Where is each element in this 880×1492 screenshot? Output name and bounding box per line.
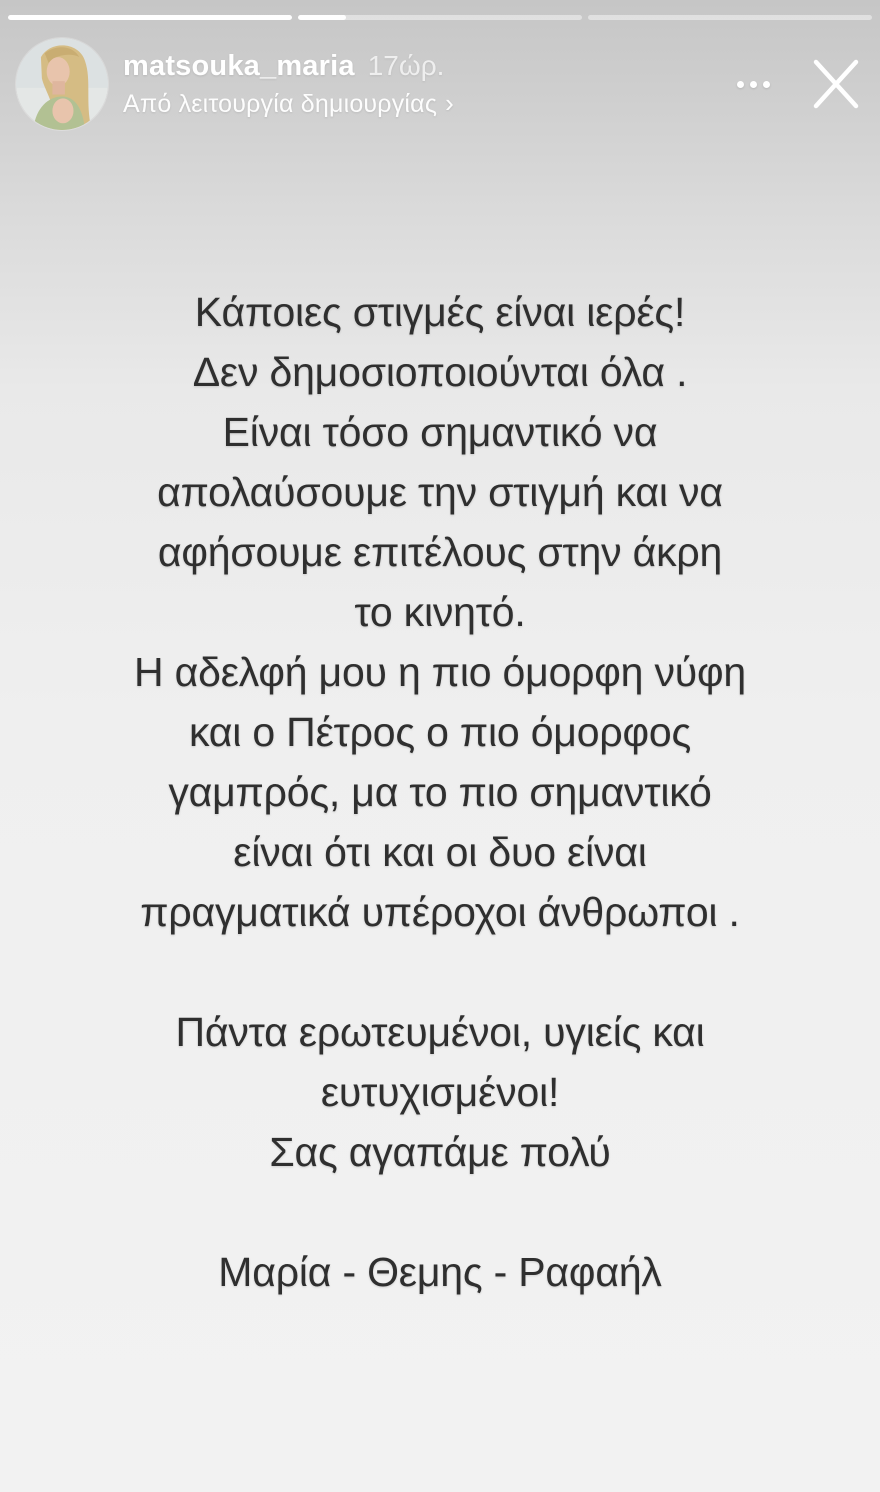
close-button[interactable] <box>806 54 866 114</box>
story-header <box>16 36 866 132</box>
avatar[interactable] <box>16 38 108 130</box>
story-text-line: πραγματικά υπέροχοι άνθρωποι . <box>140 889 740 935</box>
header-text <box>123 50 454 119</box>
story-progress-segment <box>588 15 872 20</box>
story-text <box>20 282 860 1302</box>
avatar-image <box>16 38 108 130</box>
story-text-line: είναι ότι και οι δυο είναι <box>233 829 647 875</box>
story-text-line: Μαρία - Θεμης - Ραφαήλ <box>218 1249 662 1295</box>
more-options-icon <box>750 81 757 88</box>
creation-mode-label: Από λειτουργία δημιουργίας <box>123 89 438 118</box>
story-text-line: Δεν δημοσιοποιούνται όλα . <box>192 349 688 395</box>
close-icon <box>810 58 862 110</box>
story-timestamp: 17ώρ. <box>367 49 445 81</box>
story-progress-bar <box>8 15 872 20</box>
story-text-line: Πάντα ερωτευμένοι, υγιείς και <box>175 1009 705 1055</box>
story-text-line: γαμπρός, μα το πιο σημαντικό <box>168 769 712 815</box>
more-options-icon <box>737 81 744 88</box>
chevron-right-icon: › <box>445 88 454 118</box>
story-text-line <box>20 942 860 1002</box>
story-text-line: και ο Πέτρος ο πιο όμορφος <box>188 709 692 755</box>
username[interactable]: matsouka_maria <box>123 49 355 82</box>
story-text-line: το κινητό. <box>354 589 526 635</box>
story-text-line: αφήσουμε επιτέλους στην άκρη <box>157 529 723 575</box>
story-text-line <box>20 1182 860 1242</box>
story-text-line: Είναι τόσο σημαντικό να <box>222 409 658 455</box>
story-text-line: απολαύσουμε την στιγμή και να <box>157 469 723 515</box>
more-options-icon <box>763 81 770 88</box>
story-text-line: ευτυχισμένοι! <box>320 1069 560 1115</box>
creation-mode-link[interactable] <box>123 90 454 119</box>
story-progress-segment <box>8 15 292 20</box>
story-text-line: Η αδελφή μου η πιο όμορφη νύφη <box>133 649 746 695</box>
story-text-line: Κάποιες στιγμές είναι ιερές! <box>194 289 686 335</box>
story-text-line: Σας αγαπάμε πολύ <box>269 1129 611 1175</box>
story-progress-segment <box>298 15 582 20</box>
more-options-button[interactable] <box>727 67 780 102</box>
